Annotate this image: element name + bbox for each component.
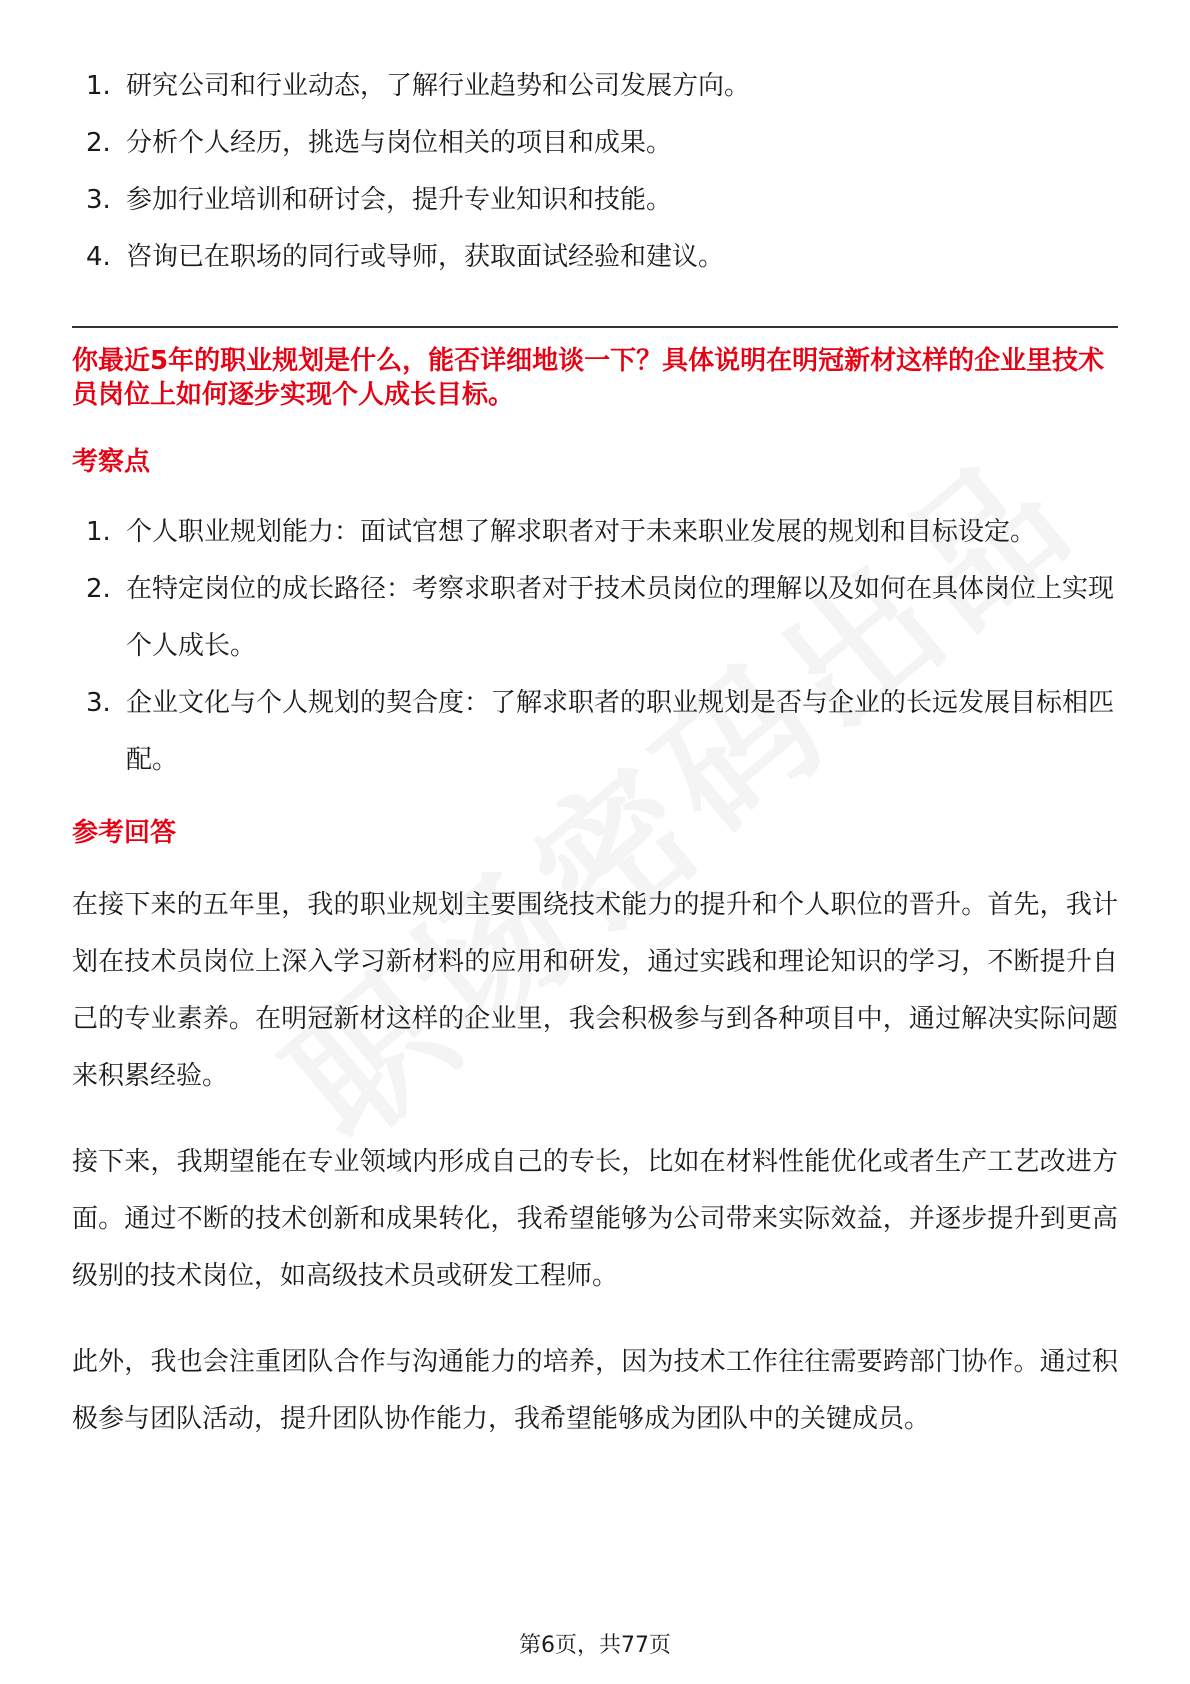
- list-item-number: 2.: [86, 128, 111, 158]
- list-item-number: 2.: [86, 574, 111, 604]
- answer-paragraph: 此外，我也会注重团队合作与沟通能力的培养，因为技术工作往往需要跨部门协作。通过积极参与团队活动，提升团队协作能力，我希望能够成为团队中的关键成员。: [72, 1347, 1118, 1434]
- list-item: [72, 58, 1118, 115]
- section-divider: [72, 326, 1118, 328]
- list-item-number: 1.: [86, 517, 111, 547]
- answer-paragraph: 接下来，我期望能在专业领域内形成自己的专长，比如在材料性能优化或者生产工艺改进方面。通过不断的技术创新和成果转化，我希望能够为公司带来实际效益，并逐步提升到更高级别的技术岗位，如高级技术员或研发工程师。: [72, 1147, 1118, 1291]
- list-item-text: 参加行业培训和研讨会，提升专业知识和技能。: [126, 185, 673, 215]
- list-item-text: 企业文化与个人规划的契合度：了解求职者的职业规划是否与企业的长远发展目标相匹配。: [126, 688, 1115, 775]
- answer-paragraph: 在接下来的五年里，我的职业规划主要围绕技术能力的提升和个人职位的晋升。首先，我计划在技术员岗位上深入学习新材料的应用和研发，通过实践和理论知识的学习，不断提升自己的专业素养。在明冠新材这样的企业里，我会积极参与到各种项目中，通过解决实际问题来积累经验。: [72, 890, 1118, 1091]
- preparation-list: [72, 58, 1118, 286]
- answer-heading: 参考回答: [72, 818, 177, 848]
- points-heading: 考察点: [72, 447, 151, 477]
- list-item: [72, 675, 1118, 789]
- interview-question: 你最近5年的职业规划是什么，能否详细地谈一下？具体说明在明冠新材这样的企业里技术员岗位上如何逐步实现个人成长目标。: [72, 346, 1105, 410]
- list-item-number: 3.: [86, 688, 111, 718]
- list-item-number: 3.: [86, 185, 111, 215]
- list-item: [72, 115, 1118, 172]
- list-item: [72, 172, 1118, 229]
- list-item: [72, 229, 1118, 286]
- list-item: [72, 504, 1118, 561]
- assessment-points-list: [72, 504, 1118, 789]
- list-item-text: 分析个人经历，挑选与岗位相关的项目和成果。: [126, 128, 673, 158]
- list-item-number: 1.: [86, 71, 111, 101]
- list-item-number: 4.: [86, 242, 111, 272]
- list-item-text: 在特定岗位的成长路径：考察求职者对于技术员岗位的理解以及如何在具体岗位上实现个人成长。: [126, 574, 1115, 661]
- page-number: 第6页，共77页: [519, 1633, 671, 1658]
- page-content: [72, 58, 1118, 1448]
- list-item-text: 个人职业规划能力：面试官想了解求职者对于未来职业发展的规划和目标设定。: [126, 517, 1037, 547]
- list-item: [72, 561, 1118, 675]
- list-item-text: 研究公司和行业动态，了解行业趋势和公司发展方向。: [126, 71, 751, 101]
- list-item-text: 咨询已在职场的同行或导师，获取面试经验和建议。: [126, 242, 725, 272]
